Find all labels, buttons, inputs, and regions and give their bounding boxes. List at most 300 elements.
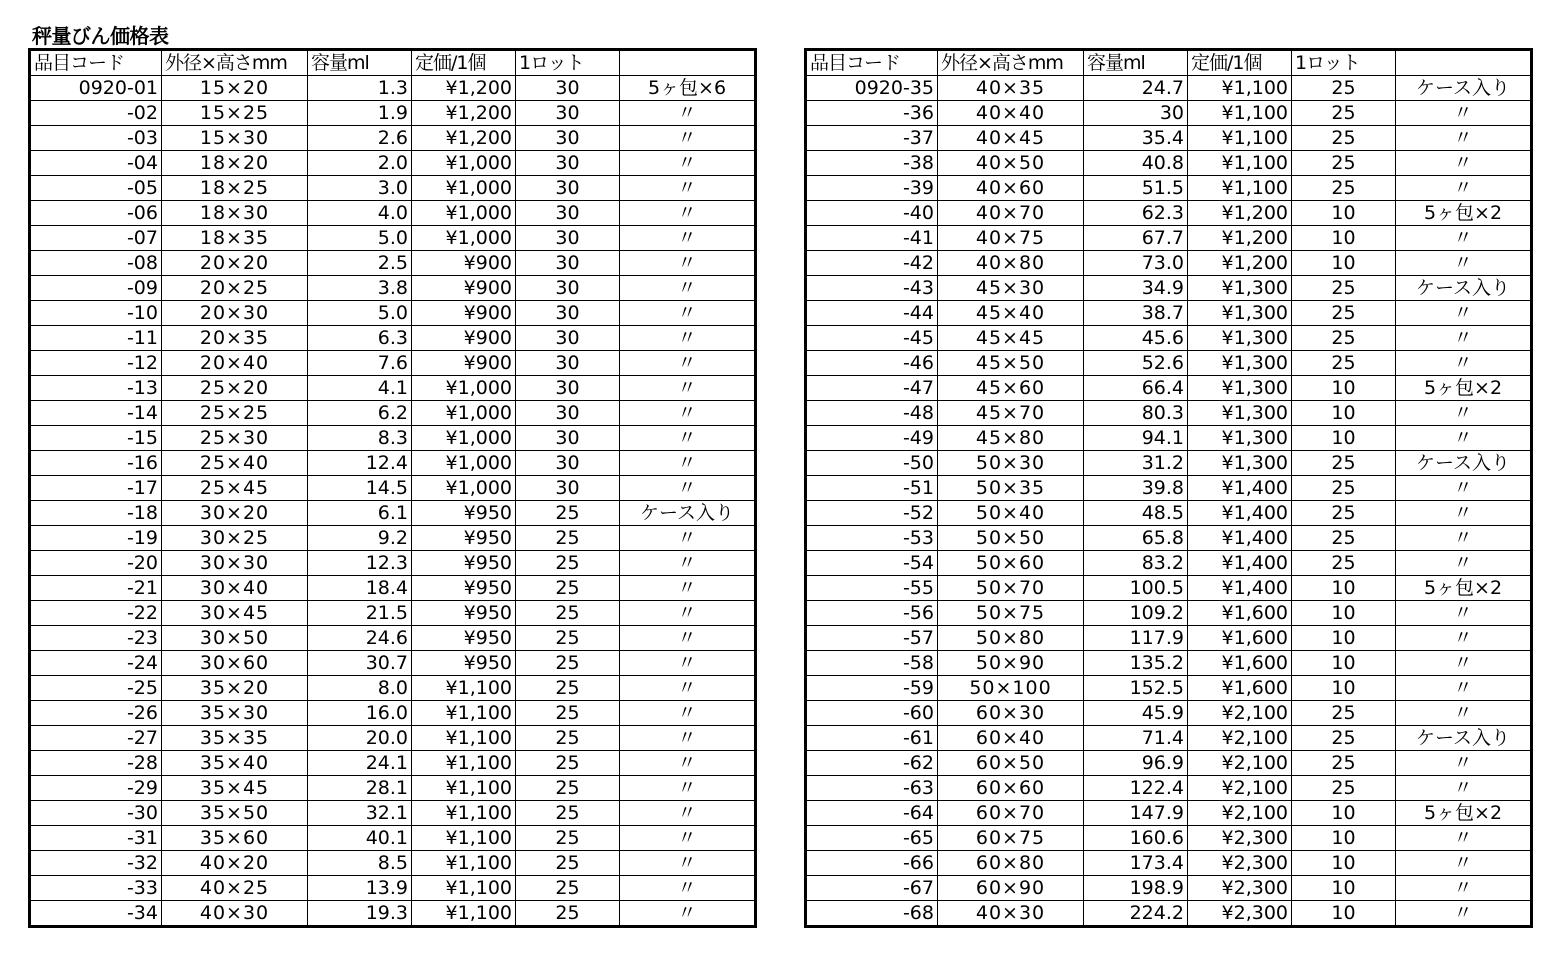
cell-code: -14 (30, 401, 162, 426)
cell-price: ¥950 (412, 526, 516, 551)
cell-note: 〃 (620, 551, 756, 576)
cell-lot: 10 (1292, 901, 1396, 927)
cell-capacity: 100.5 (1084, 576, 1188, 601)
table-row (30, 351, 756, 376)
cell-price: ¥900 (412, 301, 516, 326)
cell-price: ¥1,400 (1188, 476, 1292, 501)
cell-capacity: 21.5 (308, 601, 412, 626)
cell-lot: 10 (1292, 251, 1396, 276)
table-row (806, 351, 1532, 376)
cell-capacity: 35.4 (1084, 126, 1188, 151)
cell-capacity: 32.1 (308, 801, 412, 826)
table-row (806, 826, 1532, 851)
cell-code: -39 (806, 176, 938, 201)
cell-capacity: 5.0 (308, 226, 412, 251)
cell-price: ¥1,100 (1188, 176, 1292, 201)
cell-code: -51 (806, 476, 938, 501)
cell-note: 〃 (1396, 826, 1532, 851)
cell-capacity: 67.7 (1084, 226, 1188, 251)
cell-lot: 30 (516, 201, 620, 226)
cell-lot: 30 (516, 226, 620, 251)
cell-price: ¥1,600 (1188, 676, 1292, 701)
cell-code: -63 (806, 776, 938, 801)
cell-note: 〃 (1396, 501, 1532, 526)
table-row (806, 201, 1532, 226)
header-code: 品目コード (30, 50, 162, 76)
cell-code: -45 (806, 326, 938, 351)
cell-note: 〃 (620, 151, 756, 176)
cell-size: 40×80 (938, 251, 1084, 276)
cell-note: 〃 (1396, 351, 1532, 376)
table-row (30, 601, 756, 626)
table-row (806, 451, 1532, 476)
table-row (806, 251, 1532, 276)
cell-note: 〃 (620, 451, 756, 476)
cell-price: ¥1,100 (412, 851, 516, 876)
cell-price: ¥1,300 (1188, 451, 1292, 476)
cell-size: 45×50 (938, 351, 1084, 376)
cell-code: -19 (30, 526, 162, 551)
cell-size: 20×30 (162, 301, 308, 326)
cell-capacity: 122.4 (1084, 776, 1188, 801)
table-row (806, 526, 1532, 551)
cell-capacity: 147.9 (1084, 801, 1188, 826)
table-row (30, 776, 756, 801)
cell-lot: 25 (1292, 726, 1396, 751)
cell-capacity: 45.9 (1084, 701, 1188, 726)
cell-price: ¥1,100 (1188, 101, 1292, 126)
cell-lot: 25 (1292, 776, 1396, 801)
cell-size: 20×35 (162, 326, 308, 351)
table-row (806, 501, 1532, 526)
cell-code: -47 (806, 376, 938, 401)
header-lot: 1ロット (516, 50, 620, 76)
cell-price: ¥950 (412, 651, 516, 676)
cell-price: ¥1,300 (1188, 426, 1292, 451)
cell-note: 〃 (1396, 676, 1532, 701)
cell-size: 15×25 (162, 101, 308, 126)
cell-code: -56 (806, 601, 938, 626)
cell-code: -32 (30, 851, 162, 876)
cell-size: 40×20 (162, 851, 308, 876)
table-row (806, 801, 1532, 826)
cell-lot: 10 (1292, 826, 1396, 851)
cell-price: ¥1,200 (412, 76, 516, 101)
cell-lot: 25 (516, 551, 620, 576)
cell-lot: 25 (516, 601, 620, 626)
cell-capacity: 16.0 (308, 701, 412, 726)
cell-size: 50×70 (938, 576, 1084, 601)
cell-price: ¥1,000 (412, 151, 516, 176)
cell-price: ¥2,100 (1188, 751, 1292, 776)
cell-price: ¥1,100 (1188, 126, 1292, 151)
cell-capacity: 18.4 (308, 576, 412, 601)
cell-size: 35×40 (162, 751, 308, 776)
table-row (806, 876, 1532, 901)
table-row (30, 426, 756, 451)
cell-lot: 30 (516, 426, 620, 451)
cell-price: ¥2,100 (1188, 701, 1292, 726)
table-row (806, 76, 1532, 101)
cell-note: 〃 (1396, 626, 1532, 651)
cell-size: 40×75 (938, 226, 1084, 251)
cell-capacity: 65.8 (1084, 526, 1188, 551)
cell-price: ¥1,100 (412, 876, 516, 901)
cell-lot: 25 (1292, 751, 1396, 776)
cell-note: 5ヶ包×2 (1396, 201, 1532, 226)
table-row (806, 126, 1532, 151)
cell-note: 〃 (1396, 126, 1532, 151)
cell-code: -26 (30, 701, 162, 726)
cell-note: 〃 (620, 901, 756, 927)
cell-price: ¥2,100 (1188, 801, 1292, 826)
table-row (806, 701, 1532, 726)
cell-price: ¥1,300 (1188, 326, 1292, 351)
cell-lot: 10 (1292, 376, 1396, 401)
cell-code: -59 (806, 676, 938, 701)
cell-size: 18×20 (162, 151, 308, 176)
cell-capacity: 24.1 (308, 751, 412, 776)
cell-size: 18×35 (162, 226, 308, 251)
cell-code: -04 (30, 151, 162, 176)
cell-code: -42 (806, 251, 938, 276)
cell-price: ¥1,400 (1188, 551, 1292, 576)
cell-capacity: 13.9 (308, 876, 412, 901)
table-header-row (806, 50, 1532, 76)
cell-code: -11 (30, 326, 162, 351)
cell-note: 〃 (620, 126, 756, 151)
cell-note: 〃 (620, 601, 756, 626)
cell-size: 40×25 (162, 876, 308, 901)
cell-capacity: 96.9 (1084, 751, 1188, 776)
cell-note: 〃 (1396, 251, 1532, 276)
cell-code: -44 (806, 301, 938, 326)
cell-lot: 25 (1292, 451, 1396, 476)
cell-lot: 25 (516, 526, 620, 551)
cell-note: ケース入り (1396, 451, 1532, 476)
cell-note: 〃 (1396, 151, 1532, 176)
cell-note: 〃 (1396, 701, 1532, 726)
table-row (30, 126, 756, 151)
cell-price: ¥2,300 (1188, 826, 1292, 851)
cell-code: -38 (806, 151, 938, 176)
cell-price: ¥1,200 (412, 126, 516, 151)
cell-size: 30×50 (162, 626, 308, 651)
cell-code: -53 (806, 526, 938, 551)
table-row (30, 501, 756, 526)
cell-lot: 30 (516, 176, 620, 201)
cell-capacity: 109.2 (1084, 601, 1188, 626)
table-row (806, 301, 1532, 326)
cell-capacity: 1.3 (308, 76, 412, 101)
cell-size: 35×50 (162, 801, 308, 826)
cell-note: 〃 (620, 851, 756, 876)
cell-code: -62 (806, 751, 938, 776)
cell-capacity: 30.7 (308, 651, 412, 676)
cell-lot: 30 (516, 276, 620, 301)
table-row (806, 176, 1532, 201)
cell-price: ¥1,000 (412, 426, 516, 451)
cell-note: 5ヶ包×2 (1396, 376, 1532, 401)
cell-note: ケース入り (1396, 726, 1532, 751)
cell-note: ケース入り (1396, 276, 1532, 301)
cell-price: ¥1,100 (412, 676, 516, 701)
cell-price: ¥1,600 (1188, 651, 1292, 676)
cell-capacity: 117.9 (1084, 626, 1188, 651)
cell-price: ¥1,000 (412, 401, 516, 426)
table-row (30, 101, 756, 126)
cell-code: -10 (30, 301, 162, 326)
cell-size: 50×30 (938, 451, 1084, 476)
cell-capacity: 51.5 (1084, 176, 1188, 201)
cell-code: -66 (806, 851, 938, 876)
cell-code: -18 (30, 501, 162, 526)
cell-lot: 30 (516, 301, 620, 326)
cell-capacity: 12.4 (308, 451, 412, 476)
table-row (806, 901, 1532, 927)
cell-price: ¥1,400 (1188, 526, 1292, 551)
cell-size: 25×30 (162, 426, 308, 451)
cell-capacity: 71.4 (1084, 726, 1188, 751)
table-row (30, 801, 756, 826)
cell-code: -52 (806, 501, 938, 526)
header-capacity: 容量ml (308, 50, 412, 76)
cell-size: 50×90 (938, 651, 1084, 676)
table-row (30, 576, 756, 601)
cell-lot: 25 (1292, 526, 1396, 551)
cell-price: ¥1,000 (412, 201, 516, 226)
table-row (806, 426, 1532, 451)
cell-lot: 30 (516, 476, 620, 501)
cell-size: 60×75 (938, 826, 1084, 851)
cell-note: 〃 (620, 376, 756, 401)
table-row (30, 451, 756, 476)
cell-price: ¥1,100 (412, 801, 516, 826)
cell-capacity: 34.9 (1084, 276, 1188, 301)
cell-size: 35×20 (162, 676, 308, 701)
header-lot: 1ロット (1292, 50, 1396, 76)
cell-capacity: 39.8 (1084, 476, 1188, 501)
cell-capacity: 28.1 (308, 776, 412, 801)
table-row (30, 851, 756, 876)
cell-lot: 25 (516, 751, 620, 776)
cell-price: ¥1,200 (1188, 251, 1292, 276)
cell-capacity: 7.6 (308, 351, 412, 376)
cell-note: 〃 (1396, 226, 1532, 251)
cell-size: 40×40 (938, 101, 1084, 126)
cell-note: 〃 (1396, 426, 1532, 451)
cell-price: ¥1,200 (412, 101, 516, 126)
cell-capacity: 3.0 (308, 176, 412, 201)
cell-capacity: 8.0 (308, 676, 412, 701)
cell-lot: 10 (1292, 601, 1396, 626)
cell-price: ¥900 (412, 351, 516, 376)
cell-capacity: 83.2 (1084, 551, 1188, 576)
cell-lot: 30 (516, 451, 620, 476)
cell-code: -67 (806, 876, 938, 901)
table-row (806, 326, 1532, 351)
cell-lot: 25 (1292, 276, 1396, 301)
cell-size: 45×40 (938, 301, 1084, 326)
cell-code: -29 (30, 776, 162, 801)
cell-capacity: 2.5 (308, 251, 412, 276)
cell-note: 〃 (1396, 526, 1532, 551)
cell-lot: 25 (1292, 176, 1396, 201)
table-row (30, 826, 756, 851)
cell-code: -50 (806, 451, 938, 476)
price-table-left (28, 48, 757, 928)
cell-capacity: 4.0 (308, 201, 412, 226)
table-row (30, 276, 756, 301)
table-row (30, 876, 756, 901)
table-row (806, 776, 1532, 801)
cell-capacity: 14.5 (308, 476, 412, 501)
table-row (806, 476, 1532, 501)
cell-capacity: 2.0 (308, 151, 412, 176)
cell-note: 〃 (620, 676, 756, 701)
cell-capacity: 6.2 (308, 401, 412, 426)
cell-note: 5ヶ包×2 (1396, 801, 1532, 826)
cell-price: ¥1,600 (1188, 626, 1292, 651)
cell-capacity: 52.6 (1084, 351, 1188, 376)
cell-price: ¥1,100 (1188, 76, 1292, 101)
cell-lot: 10 (1292, 626, 1396, 651)
cell-lot: 25 (1292, 151, 1396, 176)
cell-note: ケース入り (1396, 76, 1532, 101)
cell-price: ¥2,100 (1188, 726, 1292, 751)
cell-price: ¥950 (412, 501, 516, 526)
cell-size: 15×30 (162, 126, 308, 151)
cell-price: ¥1,000 (412, 476, 516, 501)
table-row (30, 701, 756, 726)
cell-note: 〃 (1396, 401, 1532, 426)
cell-price: ¥1,300 (1188, 301, 1292, 326)
cell-note: 〃 (1396, 776, 1532, 801)
cell-capacity: 8.5 (308, 851, 412, 876)
cell-size: 20×20 (162, 251, 308, 276)
header-size: 外径×高さmm (162, 50, 308, 76)
cell-price: ¥1,100 (1188, 151, 1292, 176)
table-row (30, 901, 756, 927)
cell-lot: 25 (516, 576, 620, 601)
cell-price: ¥1,600 (1188, 601, 1292, 626)
cell-code: -03 (30, 126, 162, 151)
cell-lot: 10 (1292, 876, 1396, 901)
cell-code: -13 (30, 376, 162, 401)
cell-note: 〃 (620, 526, 756, 551)
cell-lot: 25 (516, 501, 620, 526)
cell-capacity: 6.3 (308, 326, 412, 351)
cell-lot: 25 (1292, 101, 1396, 126)
cell-size: 40×35 (938, 76, 1084, 101)
cell-note: 〃 (620, 476, 756, 501)
cell-code: -64 (806, 801, 938, 826)
cell-capacity: 24.6 (308, 626, 412, 651)
cell-code: -02 (30, 101, 162, 126)
cell-code: -20 (30, 551, 162, 576)
cell-size: 30×30 (162, 551, 308, 576)
table-row (30, 226, 756, 251)
cell-note: 〃 (620, 726, 756, 751)
cell-note: 〃 (620, 801, 756, 826)
cell-size: 35×60 (162, 826, 308, 851)
cell-size: 45×30 (938, 276, 1084, 301)
cell-code: -24 (30, 651, 162, 676)
header-capacity: 容量ml (1084, 50, 1188, 76)
cell-price: ¥1,200 (1188, 201, 1292, 226)
cell-size: 18×25 (162, 176, 308, 201)
cell-code: -31 (30, 826, 162, 851)
table-row (30, 676, 756, 701)
cell-capacity: 40.8 (1084, 151, 1188, 176)
cell-code: -55 (806, 576, 938, 601)
table-row (30, 626, 756, 651)
cell-size: 50×75 (938, 601, 1084, 626)
cell-size: 30×25 (162, 526, 308, 551)
cell-capacity: 152.5 (1084, 676, 1188, 701)
cell-code: -28 (30, 751, 162, 776)
cell-capacity: 48.5 (1084, 501, 1188, 526)
cell-note: 〃 (620, 626, 756, 651)
cell-code: -12 (30, 351, 162, 376)
cell-note: 〃 (620, 351, 756, 376)
table-row (806, 551, 1532, 576)
cell-lot: 25 (516, 651, 620, 676)
cell-size: 20×25 (162, 276, 308, 301)
cell-lot: 30 (516, 151, 620, 176)
cell-note: 5ヶ包×2 (1396, 576, 1532, 601)
cell-note: 〃 (620, 651, 756, 676)
cell-code: -48 (806, 401, 938, 426)
table-row (806, 751, 1532, 776)
table-row (806, 576, 1532, 601)
cell-capacity: 135.2 (1084, 651, 1188, 676)
cell-size: 25×25 (162, 401, 308, 426)
cell-note: 〃 (1396, 851, 1532, 876)
cell-price: ¥1,100 (412, 901, 516, 927)
cell-lot: 10 (1292, 226, 1396, 251)
cell-code: -43 (806, 276, 938, 301)
table-row (30, 301, 756, 326)
header-price: 定価/1個 (1188, 50, 1292, 76)
cell-code: -49 (806, 426, 938, 451)
cell-price: ¥950 (412, 601, 516, 626)
cell-price: ¥2,100 (1188, 776, 1292, 801)
cell-size: 50×35 (938, 476, 1084, 501)
cell-note: 〃 (620, 876, 756, 901)
cell-size: 30×60 (162, 651, 308, 676)
cell-capacity: 4.1 (308, 376, 412, 401)
cell-lot: 25 (1292, 326, 1396, 351)
cell-capacity: 20.0 (308, 726, 412, 751)
cell-lot: 25 (1292, 301, 1396, 326)
cell-capacity: 8.3 (308, 426, 412, 451)
cell-capacity: 19.3 (308, 901, 412, 927)
cell-lot: 10 (1292, 201, 1396, 226)
cell-price: ¥1,100 (412, 751, 516, 776)
cell-capacity: 94.1 (1084, 426, 1188, 451)
cell-capacity: 5.0 (308, 301, 412, 326)
cell-capacity: 3.8 (308, 276, 412, 301)
cell-size: 60×50 (938, 751, 1084, 776)
cell-price: ¥1,100 (412, 776, 516, 801)
cell-code: 0920-01 (30, 76, 162, 101)
cell-capacity: 31.2 (1084, 451, 1188, 476)
cell-size: 30×20 (162, 501, 308, 526)
cell-code: -16 (30, 451, 162, 476)
table-row (30, 326, 756, 351)
cell-size: 18×30 (162, 201, 308, 226)
